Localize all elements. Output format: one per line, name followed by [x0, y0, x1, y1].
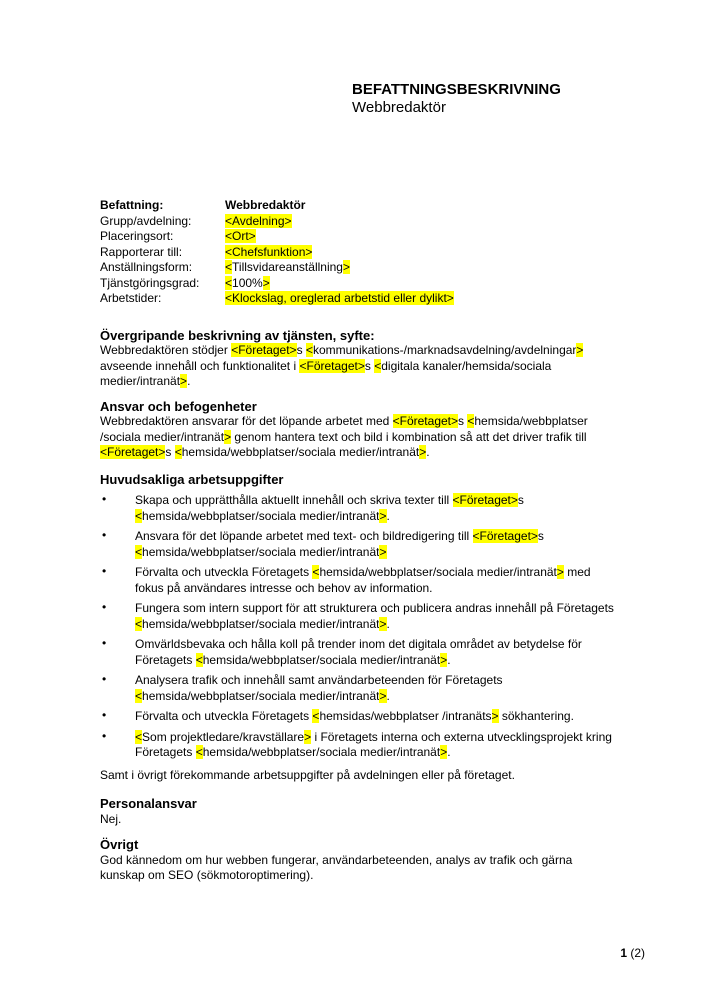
- highlighted-placeholder: >: [224, 429, 232, 444]
- list-item: [100, 673, 614, 704]
- highlighted-placeholder: <: [195, 745, 203, 759]
- info-label: Arbetstider:: [100, 291, 162, 305]
- info-row: [100, 229, 614, 245]
- section-heading: Personalansvar: [100, 796, 197, 811]
- info-label: Tjänstgöringsgrad:: [100, 275, 200, 290]
- list-item: [100, 601, 614, 632]
- document-body: [100, 328, 614, 884]
- list-item-text: Skapa och upprätthålla aktuellt innehåll och skriva texter till <Företaget>s <hemsida/webbplatser/sociala medier/intranät>.: [135, 493, 524, 523]
- highlighted-placeholder: <Företaget>: [299, 358, 365, 373]
- highlighted-placeholder: >: [379, 544, 387, 559]
- highlighted-placeholder: >: [180, 374, 188, 388]
- info-label: Anställningsform:: [100, 260, 193, 274]
- highlighted-placeholder: <: [374, 358, 382, 373]
- bullet-icon: •: [102, 636, 107, 650]
- page-number-current: 1: [620, 946, 627, 960]
- list-item-text: Fungera som intern support för att strukturera och publicera andras innehåll på Företagets <hemsida/webbplatser/sociala medier/intranät>.: [135, 601, 614, 631]
- highlighted-placeholder: <: [135, 544, 143, 559]
- highlighted-placeholder: <Företaget>: [100, 445, 166, 459]
- info-row: [100, 291, 614, 307]
- bullet-icon: •: [102, 728, 107, 743]
- info-row: [100, 214, 614, 230]
- section-closing: [100, 768, 614, 784]
- section-syfte: [100, 328, 614, 390]
- document-subtitle: Webbredaktör: [352, 99, 446, 116]
- paragraph: God kännedom om hur webben fungerar, användarbeteenden, analys av trafik och gärna kunskap om SEO (sökmotoroptimering).: [100, 852, 573, 882]
- highlighted-placeholder: >: [440, 745, 448, 759]
- list-item: [100, 709, 614, 725]
- bullet-icon: •: [102, 492, 107, 506]
- bullet-icon: •: [102, 528, 107, 542]
- section-personalansvar: [100, 796, 614, 827]
- highlighted-placeholder: <Ort>: [225, 229, 256, 243]
- highlighted-placeholder: >: [440, 652, 448, 667]
- text-segment: Webbredaktör: [225, 198, 306, 212]
- section-heading: Övrigt: [100, 837, 139, 852]
- info-row: [100, 260, 614, 276]
- section-ovrigt: [100, 837, 614, 884]
- list-item-text: <Som projektledare/kravställare> i Företagets interna och externa utvecklingsprojekt kring Företagets <hemsida/webbplatser/sociala medier/intranät>.: [135, 729, 612, 759]
- list-item: [100, 493, 614, 524]
- highlighted-placeholder: <Företaget>: [472, 529, 538, 543]
- info-label: Placeringsort:: [100, 229, 174, 243]
- highlighted-placeholder: <: [135, 508, 143, 523]
- position-info-table: [100, 198, 614, 307]
- list-item-text: Förvalta och utveckla Företagets <hemsida/webbplatser/sociala medier/intranät> med fokus på användares intresse och behov av information.: [135, 565, 591, 595]
- highlighted-placeholder: >: [262, 275, 270, 290]
- info-row: [100, 276, 614, 292]
- highlighted-placeholder: <: [225, 260, 233, 274]
- list-item: [100, 730, 614, 761]
- info-value: [225, 198, 614, 214]
- document-header: [352, 81, 614, 117]
- list-item: [100, 637, 614, 668]
- highlighted-placeholder: >: [379, 508, 387, 523]
- list-item-text: Omvärldsbevaka och hålla koll på trender inom det digitala området av betydelse för Företagets <hemsida/webbplatser/sociala medier/intranät>.: [135, 637, 582, 667]
- highlighted-placeholder: <Chefsfunktion>: [225, 244, 313, 259]
- info-label: Befattning:: [100, 198, 164, 212]
- section-heading: Ansvar och befogenheter: [100, 398, 257, 414]
- list-item: [100, 529, 614, 560]
- info-value: [225, 214, 614, 230]
- info-value: [225, 245, 614, 261]
- section-heading: Övergripande beskrivning av tjänsten, syfte:: [100, 327, 375, 343]
- highlighted-placeholder: <Företaget>: [231, 343, 297, 357]
- highlighted-placeholder: >: [419, 445, 427, 459]
- highlighted-placeholder: <: [135, 616, 143, 631]
- highlighted-placeholder: <: [225, 275, 233, 290]
- list-item-text: Förvalta och utveckla Företagets <hemsidas/webbplatser /intranäts> sökhantering.: [135, 709, 574, 723]
- list-item-text: Analysera trafik och innehåll samt användarbeteenden för Företagets <hemsida/webbplatser/sociala medier/intranät>.: [135, 673, 503, 703]
- bullet-icon: •: [102, 708, 107, 722]
- info-value: [225, 229, 614, 245]
- bullet-icon: •: [102, 672, 107, 686]
- info-row: [100, 245, 614, 261]
- highlighted-placeholder: <: [195, 652, 203, 667]
- highlighted-placeholder: >: [491, 709, 499, 723]
- info-label: Rapporterar till:: [100, 244, 183, 259]
- document-title: BEFATTNINGSBESKRIVNING: [352, 81, 561, 98]
- bullet-icon: •: [102, 600, 107, 614]
- highlighted-placeholder: >: [556, 565, 564, 579]
- highlighted-placeholder: >: [576, 343, 584, 357]
- list-item-text: Ansvara för det löpande arbetet med text- och bildredigering till <Företaget>s <hemsida/webbplatser/sociala medier/intranät>: [135, 529, 544, 559]
- highlighted-placeholder: <: [312, 565, 320, 579]
- highlighted-placeholder: <: [305, 343, 313, 357]
- info-value: [225, 291, 614, 307]
- bullet-list: [100, 493, 614, 761]
- highlighted-placeholder: <: [467, 414, 475, 428]
- highlighted-placeholder: >: [379, 688, 387, 703]
- highlighted-placeholder: <: [312, 709, 320, 723]
- paragraph: Nej.: [100, 811, 122, 826]
- paragraph: Webbredaktören stödjer <Företaget>s <kommunikations-/marknadsavdelning/avdelningar> avseende innehåll och funktionalitet i <Företaget>s <digitala kanaler/hemsida/sociala medier/intranät>.: [100, 343, 584, 388]
- info-label: Grupp/avdelning:: [100, 213, 192, 228]
- highlighted-placeholder: >: [379, 616, 387, 631]
- info-row: [100, 198, 614, 214]
- highlighted-placeholder: <: [174, 445, 182, 459]
- list-item: [100, 565, 614, 596]
- highlighted-placeholder: >: [304, 729, 312, 744]
- page-number: [620, 946, 645, 962]
- highlighted-placeholder: <Avdelning>: [225, 213, 292, 228]
- bullet-icon: •: [102, 564, 107, 578]
- highlighted-placeholder: <: [135, 729, 143, 744]
- paragraph: Webbredaktören ansvarar för det löpande arbetet med <Företaget>s <hemsida/webbplatser /sociala medier/intranät> genom hantera text och bild i kombination så att det driver trafik till <Företaget>s <hemsida/webbplatser/sociala medier/intranät>.: [100, 414, 588, 459]
- highlighted-placeholder: <Företaget>: [452, 493, 518, 507]
- paragraph: Samt i övrigt förekommande arbetsuppgifter på avdelningen eller på företaget.: [100, 767, 515, 782]
- section-arbetsuppgifter: [100, 472, 614, 761]
- highlighted-placeholder: <: [135, 688, 143, 703]
- highlighted-placeholder: >: [342, 260, 350, 274]
- page-number-total: (2): [627, 946, 645, 960]
- info-value: <Tillsvidareanställning>: [225, 260, 350, 274]
- section-ansvar: [100, 399, 614, 461]
- info-value: <100%>: [225, 275, 270, 290]
- section-heading: Huvudsakliga arbetsuppgifter: [100, 471, 284, 487]
- highlighted-placeholder: <Klockslag, oreglerad arbetstid eller dylikt>: [225, 291, 454, 305]
- highlighted-placeholder: <Företaget>: [392, 414, 459, 428]
